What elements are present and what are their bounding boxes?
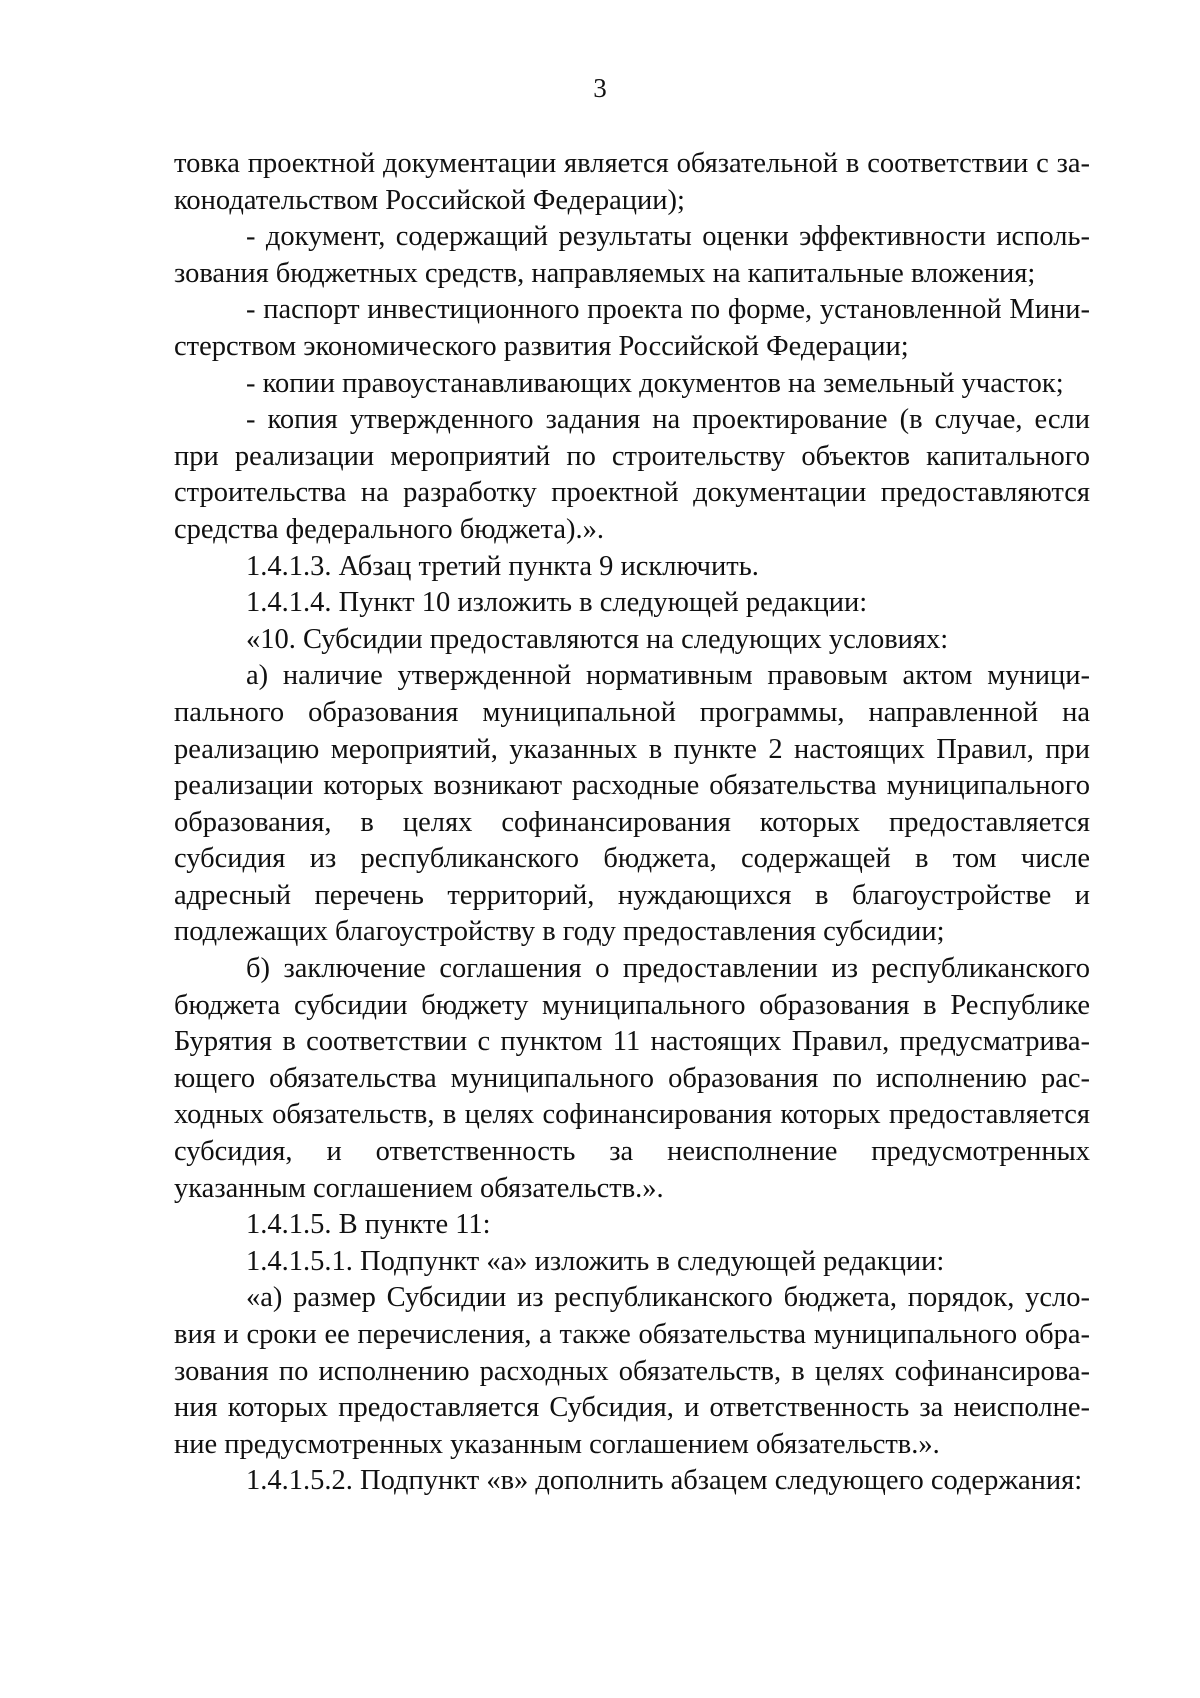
paragraph: 1.4.1.5. В пункте 11: [246,1209,491,1241]
paragraph: «а) размер Субсидии из республиканского бюджета, порядок, условия и сроки ее перечисления, а также обязательства муниципального образования по исполнению расходных обязательств, в целях софинансирования которых предоставляется Субсидия, и ответственность за неисполнение предусмотренных указанным соглашением обязательств.». [174,1282,1090,1460]
paragraph: б) заключение соглашения о предоставлении из республиканского бюджета субсидии бюджету муниципального образования в Республике Бурятия в соответствии с пунктом 11 настоящих Правил, предусматривающего обязательства муниципального образования по исполнению расходных обязательств, в целях софинансирования которых предоставляется субсидия, и ответственность за неисполнение предусмотренных указанным соглашением обязательств.». [174,953,1090,1204]
paragraph-list-item: - паспорт инвестиционного проекта по форме, установленной Министерством экономического развития Российской Федерации; [174,294,1090,362]
paragraph-list-item: - копия утвержденного задания на проектирование (в случае, если при реализации мероприятий по строительству объектов капитального строительства на разработку проектной документации предоставляются средства федерального бюджета).». [174,404,1090,545]
paragraph: 1.4.1.5.2. Подпункт «в» дополнить абзацем следующего содержания: [246,1465,1083,1497]
document-body [174,146,1090,1500]
paragraph-continuation: товка проектной документации является обязательной в соответствии с законодательством Российской Федерации); [174,148,1090,216]
paragraph-list-item: - документ, содержащий результаты оценки эффективности использования бюджетных средств, направляемых на капитальные вложения; [174,221,1090,289]
paragraph: 1.4.1.4. Пункт 10 изложить в следующей редакции: [246,587,868,619]
page-number: 3 [593,73,607,103]
paragraph: 1.4.1.5.1. Подпункт «а» изложить в следующей редакции: [246,1245,945,1277]
paragraph: 1.4.1.3. Абзац третий пункта 9 исключить. [246,550,759,582]
paragraph: «10. Субсидии предоставляются на следующих условиях: [246,623,949,655]
paragraph-list-item: - копии правоустанавливающих документов на земельный участок; [246,367,1064,399]
paragraph: а) наличие утвержденной нормативным правовым актом муниципального образования муниципальной программы, направленной на реализацию мероприятий, указанных в пункте 2 настоящих Правил, при реализации которых возникают расходные обязательства муниципального образования, в целях софинансирования которых предоставляется субсидия из республиканского бюджета, содержащей в том числе адресный перечень территорий, нуждающихся в благоустройстве и подлежащих благоустройству в году предоставления субсидии; [174,660,1090,948]
